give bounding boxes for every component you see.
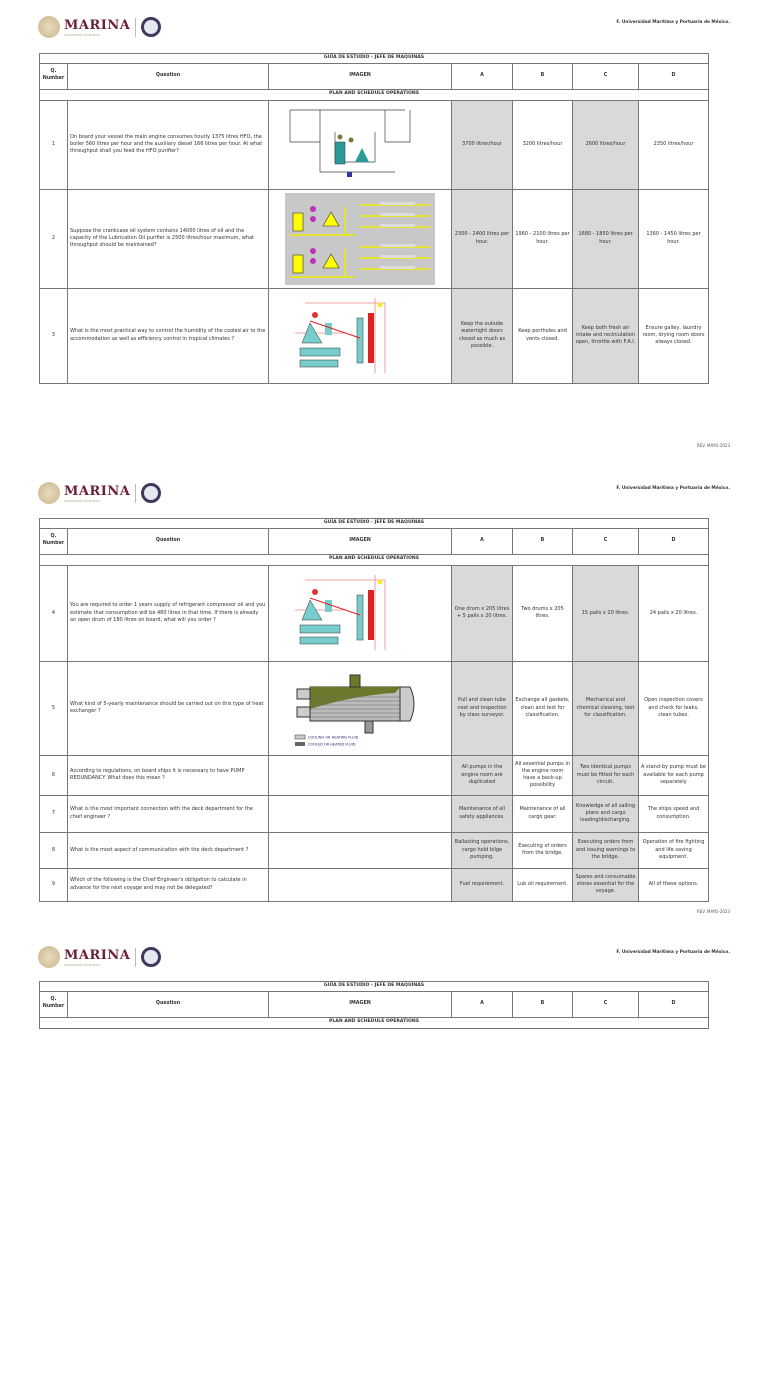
option-c: Spares and consumable stores essential for the voyage.	[573, 868, 639, 901]
option-d: Operation of fire fighting and life saving equipment.	[639, 832, 709, 868]
option-c: Keep both fresh air intake and recirculation open, throttle with F.A.I.	[573, 288, 639, 383]
university-emblem-logo	[141, 483, 161, 503]
column-header: B	[513, 63, 573, 89]
question-text: You are required to order 1 years supply of refrigerant compressor oil and you estimate that consumption will be 480 litres in that time. If there is already an open drum of 180 litres on board, what will you order ?	[68, 565, 269, 661]
question-text: What is the most practical way to control the humidity of the cooled air to the accommodation as well as efficiency control in tropical climates ?	[68, 288, 269, 383]
question-text: What is the most important connection with the deck department for the chief engineer ?	[68, 795, 269, 832]
option-a: 3700 litres/hour	[452, 100, 513, 189]
brand-name: MARINA	[64, 17, 131, 33]
option-a: Pull and clean tube nest and inspection by class surveyor.	[452, 661, 513, 755]
mexico-seal-logo	[38, 16, 60, 38]
question-row	[40, 288, 709, 383]
option-c: Executing orders from and issuing warnings to the bridge.	[573, 832, 639, 868]
question-image	[269, 661, 452, 755]
question-image	[269, 100, 452, 189]
option-d: All of these options.	[639, 868, 709, 901]
question-text: According to regulations, on board ships it is necessary to have PUMP REDUNDANCY. What does this mean ?	[68, 755, 269, 795]
option-a: Fuel requirement.	[452, 868, 513, 901]
question-text: What kind of 5-yearly maintenance should be carried out on this type of heat exchanger ?	[68, 661, 269, 755]
question-text: Suppose the crankcase oil system contains 14000 litres of oil and the capacity of the Lubrication Oil purifier is 2500 litres/hour maximum, what throughput should be maintained?	[68, 189, 269, 288]
option-d: 1360 - 1450 litres per hour.	[639, 189, 709, 288]
option-b: 1960 - 2100 litres per hour.	[513, 189, 573, 288]
column-header: Q. Number	[40, 63, 68, 89]
revision-label: REV. MAYO-2023	[696, 909, 730, 914]
option-a: Keep the outside watertight doors closed as much as possible.	[452, 288, 513, 383]
column-header: B	[513, 528, 573, 554]
study-guide-table	[39, 53, 709, 384]
option-c: 2600 litres/hour	[573, 100, 639, 189]
option-b: Maintenance of all cargo gear.	[513, 795, 573, 832]
option-b: Exchange all gaskets, clean and test for classification.	[513, 661, 573, 755]
option-d: Open inspection covers and check for leaks, clean tubes.	[639, 661, 709, 755]
question-row	[40, 189, 709, 288]
revision-label: REV. MAYO-2023	[696, 443, 730, 448]
header-logo	[38, 942, 161, 972]
option-b: Executing of orders from the bridge.	[513, 832, 573, 868]
column-header: Question	[68, 63, 269, 89]
column-header: C	[573, 63, 639, 89]
column-header: D	[639, 991, 709, 1017]
question-text: Which of the following is the Chief Engineer's obligation to calculate in advance for the next voyage and may not be delegated?	[68, 868, 269, 901]
legend-label: COOLING OR HEATING FLUID	[308, 735, 359, 740]
question-text: What is the most aspect of communication with the deck department ?	[68, 832, 269, 868]
option-a: One drum x 205 litres + 5 pails x 20 litres.	[452, 565, 513, 661]
document-page	[0, 930, 768, 1396]
option-c: Mechanical and chemical cleaning, test for classification.	[573, 661, 639, 755]
brand-name: MARINA	[64, 483, 131, 499]
option-d: The ships speed and consumption.	[639, 795, 709, 832]
option-a: All pumps in the engine room are duplicated	[452, 755, 513, 795]
question-number: 9	[40, 868, 68, 901]
column-header: D	[639, 528, 709, 554]
question-image	[269, 189, 452, 288]
brand-name: MARINA	[64, 947, 131, 963]
option-a: 2300 - 2400 litres per hour.	[452, 189, 513, 288]
document-page	[0, 0, 768, 466]
column-header: B	[513, 991, 573, 1017]
question-number: 7	[40, 795, 68, 832]
header-logo	[38, 478, 161, 508]
brand-subtitle: SECRETARÍA DE MARINA	[64, 498, 101, 503]
hfo-purifier-diagram	[285, 102, 435, 188]
option-b: Two drums x 205 litres.	[513, 565, 573, 661]
option-c: 15 pails x 20 litres.	[573, 565, 639, 661]
question-image	[269, 755, 452, 795]
column-header: IMAGEN	[269, 991, 452, 1017]
question-number: 4	[40, 565, 68, 661]
column-header: IMAGEN	[269, 63, 452, 89]
question-number: 2	[40, 189, 68, 288]
university-name: F. Universidad Marítima y Portuaria de México.	[616, 486, 730, 491]
option-b: Lub oil requirement.	[513, 868, 573, 901]
option-c: Knowledge of all sailing plans and cargo loading/discharging.	[573, 795, 639, 832]
column-header: Question	[68, 528, 269, 554]
question-row	[40, 755, 709, 795]
university-emblem-logo	[141, 947, 161, 967]
column-header: A	[452, 991, 513, 1017]
option-a: Maintenance of all safety appliances.	[452, 795, 513, 832]
option-d: 2350 litres/hour	[639, 100, 709, 189]
question-text: On board your vessel the main engine consumes hourly 1375 litres HFO, the boiler 560 litres per hour and the auxiliary diesel 166 litres per hour. At what throughput shall you feed the HFO purifier?	[68, 100, 269, 189]
question-image	[269, 832, 452, 868]
mexico-seal-logo	[38, 946, 60, 968]
question-image	[269, 868, 452, 901]
document-page	[0, 466, 768, 932]
question-row	[40, 661, 709, 755]
table-title: GUÍA DE ESTUDIO - JEFE DE MAQUINAS	[40, 54, 709, 64]
university-name: F. Universidad Marítima y Portuaria de México.	[616, 950, 730, 955]
option-b: All essential pumps in the engine room have a back-up possibility	[513, 755, 573, 795]
legend-label: COOLED OR HEATED FLUID	[308, 742, 356, 747]
column-header: C	[573, 528, 639, 554]
lube-oil-purifier-diagram	[285, 193, 435, 285]
study-guide-table	[39, 518, 709, 902]
question-row	[40, 832, 709, 868]
option-a: Ballasting operations, cargo hold bilge pumping.	[452, 832, 513, 868]
section-title: PLAN AND SCHEDULE OPERATIONS	[40, 1017, 709, 1028]
brand-subtitle: SECRETARÍA DE MARINA	[64, 32, 101, 37]
column-header: Question	[68, 991, 269, 1017]
question-number: 5	[40, 661, 68, 755]
air-conditioning-diagram	[285, 293, 435, 379]
air-conditioning-diagram	[285, 570, 435, 656]
column-header: A	[452, 63, 513, 89]
question-row	[40, 868, 709, 901]
option-d: 24 pails x 20 litres.	[639, 565, 709, 661]
option-d: A stand-by pump must be available for each pump separately	[639, 755, 709, 795]
column-header: C	[573, 991, 639, 1017]
question-row	[40, 795, 709, 832]
question-number: 3	[40, 288, 68, 383]
column-header: A	[452, 528, 513, 554]
header-logo	[38, 12, 161, 42]
question-image	[269, 565, 452, 661]
column-header: Q. Number	[40, 991, 68, 1017]
mexico-seal-logo	[38, 482, 60, 504]
option-c: 1680 - 1850 litres per hour.	[573, 189, 639, 288]
question-image	[269, 795, 452, 832]
column-header: D	[639, 63, 709, 89]
column-header: IMAGEN	[269, 528, 452, 554]
table-title: GUÍA DE ESTUDIO - JEFE DE MAQUINAS	[40, 982, 709, 992]
question-number: 8	[40, 832, 68, 868]
university-emblem-logo	[141, 17, 161, 37]
question-number: 6	[40, 755, 68, 795]
column-header: Q. Number	[40, 528, 68, 554]
option-b: 3200 litres/hour	[513, 100, 573, 189]
question-row	[40, 100, 709, 189]
option-c: Two identical pumps must be fitted for each circuit.	[573, 755, 639, 795]
question-row	[40, 565, 709, 661]
table-title: GUÍA DE ESTUDIO - JEFE DE MAQUINAS	[40, 519, 709, 529]
section-title: PLAN AND SCHEDULE OPERATIONS	[40, 89, 709, 100]
brand-subtitle: SECRETARÍA DE MARINA	[64, 962, 101, 967]
heat-exchanger-diagram	[285, 665, 435, 751]
study-guide-table	[39, 981, 709, 1029]
option-d: Ensure galley, laundry room, drying room doors always closed.	[639, 288, 709, 383]
section-title: PLAN AND SCHEDULE OPERATIONS	[40, 554, 709, 565]
question-number: 1	[40, 100, 68, 189]
university-name: F. Universidad Marítima y Portuaria de México.	[616, 20, 730, 25]
option-b: Keep portholes and vents closed.	[513, 288, 573, 383]
question-image	[269, 288, 452, 383]
